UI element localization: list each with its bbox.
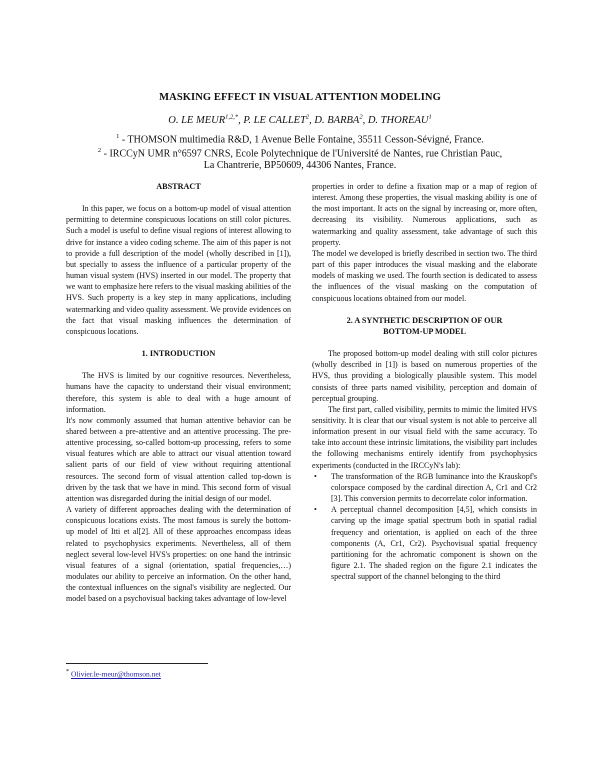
intro-paragraph: The HVS is limited by our cognitive resources. Nevertheless, humans have the capacity to understand their visual environment; therefore, this system is able to deal with a huge amount of information. bbox=[66, 371, 291, 414]
right-column bbox=[312, 181, 537, 582]
intro-paragraph: It's now commonly assumed that human attentive behavior can be shared between a pre-attentive and an attentive processing. The pre-attentive processing, so-called bottom-up processing, refers to some visual features which are able to attract our visual attention toward salient parts of our field of view without requiring attentional resources. The second form of visual attention called top-down is driven by the task that we have in mind. This second form of visual attention was disregarded during the initial design of our model. bbox=[66, 415, 291, 503]
author-list bbox=[0, 113, 600, 126]
body-paragraph: The first part, called visibility, permits to mimic the limited HVS sensitivity. It is clear that our visual system is not able to perceive all information present in our visual field with the same accuracy. To take into account these intrinsic limitations, the visibility part includes the following mechanisms entirely identify from psychophysics experiments (conducted in the IRCCyN's lab): bbox=[312, 404, 537, 470]
affiliation-2: $^2$ - IRCCyN UMR n°6597 CNRS, Ecole Polytechnique de l'Université de Nantes, rue Christian Pauc, La Chantrerie, BP50609, 44306 Nantes, France. bbox=[97, 147, 503, 172]
footnote: * Olivier.le-meur@thomson.net bbox=[66, 668, 161, 679]
author: D. THOREAU$^1$ bbox=[367, 113, 432, 126]
paper-title: MASKING EFFECT IN VISUAL ATTENTION MODELING bbox=[159, 92, 441, 103]
list-item: • The transformation of the RGB luminance into the Krauskopf's colorspace composed by the cardinal direction A, Cr1 and Cr2 [3]. This conversion permits to decorrelate color information. bbox=[314, 471, 537, 504]
abstract-text: In this paper, we focus on a bottom-up model of visual attention permitting to determine conspicuous locations on still color pictures. Such a model is useful to define visual regions of interest allowing to drive for instance a video coding scheme. The aim of this paper is not to provide a full description of the model (wholly described in [1]), but specially to assess the influence of a particular property of the human visual system (HVS) inserted in our model. The property that we want to emphasize here refers to the visual masking abilities of the HVS. Such property is a key step in many applications, including watermarking and video quality assessment. We provide evidences on the fact that visual masking influences the determination of conspicuous locations. bbox=[66, 204, 291, 336]
author: O. LE $MEUR^{1,2,*}$, bbox=[168, 113, 244, 126]
body-paragraph: The model we developed is briefly described in section two. The third part of this paper introduces the visual masking and the elaborate models of masking we used. The fourth section is dedicated to assess the influences of the visual masking on the computation of conspicuous locations obtained from our model. bbox=[312, 248, 537, 303]
author-email-link[interactable]: Olivier.le-meur@thomson.net bbox=[71, 669, 161, 679]
affiliation-1: $^1$ - THOMSON multimedia R&D, 1 Avenue Belle Fontaine, 35511 Cesson-Sévigné, France. bbox=[116, 133, 484, 146]
abstract-heading: ABSTRACT bbox=[156, 182, 201, 191]
bullet-icon: • bbox=[314, 471, 317, 481]
author: D. BARBA$^2$, bbox=[314, 113, 368, 126]
body-paragraph: The proposed bottom-up model dealing with still color pictures (wholly described in [1]) is based on numerous properties of the HVS, thus providing a biologically plausible system. This model consists of three parts named visibility, perception and domain of perceptual grouping. bbox=[312, 349, 537, 403]
left-column bbox=[66, 181, 291, 604]
bullet-icon: • bbox=[314, 505, 317, 515]
introduction-heading: 1. INTRODUCTION bbox=[141, 349, 216, 359]
intro-paragraph: A variety of different approaches dealing with the determination of conspicuous locations exists. The most famous is surely the bottom-up model of Itti et al[2]. All of these approaches encompass ideas related to psychophysics experiments. Nevertheless, all of them neglect several low-level HVS's properties: on one hand the intrinsic visual features of a signal (orientation, spatial frequencies,…) modulates our ability to perceive an information. On the other hand, the contextual influences on the signal's visibility are neglected. Our model based on a psychovisual backing takes advantage of low-level bbox=[66, 505, 291, 604]
mechanism-list bbox=[312, 471, 537, 583]
footnote-divider bbox=[66, 663, 208, 664]
author: P. LE CALLET$^2$, bbox=[243, 113, 315, 126]
body-paragraph: properties in order to define a fixation map or a map of region of interest. Among these properties, the visual masking ability is one of the most important. It acts on the signal by increasing or, more often, decreasing its visibility. Numerous applications, such as watermarking and quality assessment, take advantage of such this property. bbox=[312, 182, 537, 247]
section-2-heading: 2. A SYNTHETIC DESCRIPTION OF OUR BOTTOM-UP MODEL bbox=[346, 315, 503, 336]
list-item: • A perceptual channel decomposition [4,5], which consists in carving up the image spatial spectrum both in spatial radial frequency and orientation, is applied on each of the three components (A, Cr1, Cr2). Psychovisual spatial frequency partitioning for the achromatic component is shown on the figure 2.1. The shaded region on the figure 2.1 indicates the spectral support of the channel belonging to the third bbox=[314, 505, 537, 582]
